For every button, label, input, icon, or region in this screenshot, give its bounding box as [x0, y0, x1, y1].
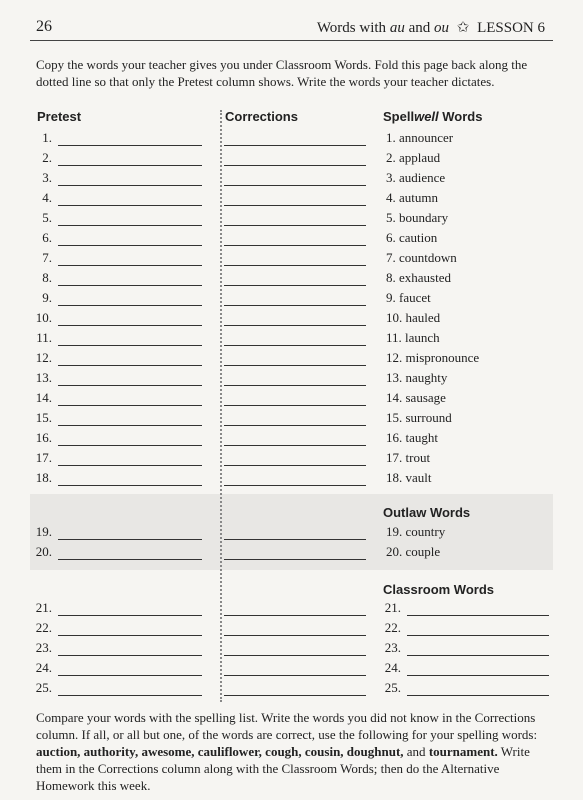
corrections-row	[224, 306, 366, 326]
title-and: and	[404, 20, 434, 36]
corrections-answer-line[interactable]	[224, 374, 366, 386]
pretest-answer-line[interactable]	[58, 434, 202, 446]
corrections-answer-line[interactable]	[224, 274, 366, 286]
pretest-column	[32, 126, 204, 486]
corrections-row	[224, 206, 366, 226]
corrections-row	[224, 286, 366, 306]
classroom-pretest-number: 23.	[35, 640, 52, 655]
pretest-number: 3.	[42, 170, 52, 185]
classroom-pretest-answer-line[interactable]	[58, 624, 202, 636]
classroom-pretest-row	[32, 636, 204, 656]
pretest-number: 15.	[35, 410, 52, 425]
classroom-pretest-answer-line[interactable]	[58, 644, 202, 656]
classroom-pretest-row	[32, 596, 204, 616]
classroom-corrections-answer-line[interactable]	[224, 684, 366, 696]
pretest-row	[32, 326, 204, 346]
classroom-corrections-row	[224, 656, 366, 676]
pretest-number: 8.	[42, 270, 52, 285]
spelling-word-item: 10. hauled	[386, 310, 441, 325]
classroom-word-number: 21.	[384, 600, 401, 615]
pretest-row	[32, 406, 204, 426]
alt-word-last: tournament.	[428, 744, 498, 759]
pretest-number: 1.	[42, 130, 52, 145]
corrections-answer-line[interactable]	[224, 314, 366, 326]
pretest-answer-line[interactable]	[58, 154, 202, 166]
classroom-heading: Classroom Words	[383, 582, 495, 597]
pretest-number: 12.	[35, 350, 52, 365]
header-rule	[30, 40, 553, 41]
spellwell-heading	[383, 109, 482, 124]
outlaw-word-list	[386, 520, 546, 560]
classroom-corrections-row	[224, 676, 366, 696]
classroom-word-row	[381, 596, 549, 616]
corrections-answer-line[interactable]	[224, 454, 366, 466]
pretest-row	[32, 346, 204, 366]
pretest-number: 18.	[35, 470, 52, 485]
outlaw-pretest-row	[32, 520, 204, 540]
classroom-pretest-rows	[32, 596, 204, 696]
spellwell-prefix: Spell	[383, 109, 415, 124]
pretest-row	[32, 166, 204, 186]
corrections-row	[224, 246, 366, 266]
outlaw-pretest-rows	[32, 520, 204, 560]
classroom-word-row	[381, 656, 549, 676]
pretest-answer-line[interactable]	[58, 234, 202, 246]
pretest-row	[32, 306, 204, 326]
pretest-answer-line[interactable]	[58, 454, 202, 466]
classroom-pretest-number: 22.	[35, 620, 52, 635]
classroom-corrections-row	[224, 596, 366, 616]
spelling-word-item: 13. naughty	[386, 370, 448, 385]
pretest-answer-line[interactable]	[58, 274, 202, 286]
pretest-number: 11.	[36, 330, 52, 345]
corrections-answer-line[interactable]	[224, 434, 366, 446]
pretest-number: 10.	[35, 310, 52, 325]
outlaw-heading: Outlaw Words	[383, 505, 471, 520]
pretest-answer-line[interactable]	[58, 134, 202, 146]
corrections-row	[224, 166, 366, 186]
page-header-title	[317, 18, 545, 37]
spelling-word-item: 17. trout	[386, 450, 431, 465]
pretest-answer-line[interactable]	[58, 214, 202, 226]
corrections-row	[224, 426, 366, 446]
pretest-number: 5.	[42, 210, 52, 225]
spelling-word-item: 7. countdown	[386, 250, 457, 265]
classroom-word-answer-line[interactable]	[407, 604, 549, 616]
outlaw-word-item: 20. couple	[386, 544, 441, 559]
instructions: Copy the words your teacher gives you under Classroom Words. Fold this page back along the dotted line so that only the Pretest column shows. Write the words your teacher dictates.	[36, 57, 528, 89]
pretest-answer-line[interactable]	[58, 394, 202, 406]
corrections-row	[224, 366, 366, 386]
pretest-answer-line[interactable]	[58, 354, 202, 366]
corrections-row	[224, 406, 366, 426]
page-number: 26	[36, 18, 52, 35]
pretest-answer-line[interactable]	[58, 174, 202, 186]
spelling-word-item: 11. launch	[386, 330, 440, 345]
pretest-number: 7.	[42, 250, 52, 265]
pretest-row	[32, 286, 204, 306]
corrections-row	[224, 466, 366, 486]
pretest-row	[32, 426, 204, 446]
classroom-pretest-row	[32, 616, 204, 636]
classroom-pretest-row	[32, 676, 204, 696]
pretest-row	[32, 266, 204, 286]
title-au: au	[389, 20, 405, 36]
corrections-answer-line[interactable]	[224, 474, 366, 486]
classroom-word-answer-line[interactable]	[407, 644, 549, 656]
corrections-answer-line[interactable]	[224, 214, 366, 226]
classroom-word-answer-line[interactable]	[407, 624, 549, 636]
spelling-word-item: 3. audience	[386, 170, 446, 185]
pretest-row	[32, 246, 204, 266]
classroom-pretest-number: 21.	[35, 600, 52, 615]
pretest-row	[32, 146, 204, 166]
corrections-column	[224, 126, 366, 486]
outlaw-corrections-row	[224, 520, 366, 540]
corrections-answer-line[interactable]	[224, 134, 366, 146]
classroom-corrections-answer-line[interactable]	[224, 624, 366, 636]
classroom-word-number: 25.	[384, 680, 401, 695]
classroom-pretest-answer-line[interactable]	[58, 684, 202, 696]
outlaw-corrections-row	[224, 540, 366, 560]
corrections-row	[224, 146, 366, 166]
lesson-label: LESSON 6	[477, 20, 545, 36]
corrections-row	[224, 386, 366, 406]
pretest-answer-line[interactable]	[58, 254, 202, 266]
outlaw-pretest-answer-line[interactable]	[58, 528, 202, 540]
pretest-answer-line[interactable]	[58, 194, 202, 206]
pretest-answer-line[interactable]	[58, 334, 202, 346]
pretest-row	[32, 466, 204, 486]
pretest-number: 17.	[35, 450, 52, 465]
spelling-word-item: 15. surround	[386, 410, 452, 425]
spelling-word-item: 9. faucet	[386, 290, 431, 305]
classroom-word-answer-line[interactable]	[407, 684, 549, 696]
pretest-number: 4.	[42, 190, 52, 205]
title-text: Words with	[316, 20, 390, 36]
pretest-answer-line[interactable]	[58, 474, 202, 486]
corrections-heading: Corrections	[225, 109, 298, 124]
spelling-word-item: 4. autumn	[386, 190, 438, 205]
outlaw-pretest-number: 20.	[35, 544, 52, 559]
classroom-word-rows	[381, 596, 549, 696]
pretest-row	[32, 366, 204, 386]
classroom-word-number: 23.	[384, 640, 401, 655]
classroom-word-number: 22.	[384, 620, 401, 635]
footer-text-2: and	[403, 744, 429, 759]
classroom-word-answer-line[interactable]	[407, 664, 549, 676]
classroom-corrections-answer-line[interactable]	[224, 644, 366, 656]
classroom-word-number: 24.	[384, 660, 401, 675]
classroom-pretest-number: 25.	[35, 680, 52, 695]
corrections-row	[224, 346, 366, 366]
corrections-answer-line[interactable]	[224, 194, 366, 206]
classroom-corrections-rows	[224, 596, 366, 696]
outlaw-pretest-number: 19.	[35, 524, 52, 539]
pretest-heading: Pretest	[37, 109, 82, 124]
corrections-row	[224, 446, 366, 466]
corrections-answer-line[interactable]	[224, 154, 366, 166]
classroom-word-row	[381, 616, 549, 636]
classroom-word-row	[381, 676, 549, 696]
outlaw-pretest-answer-line[interactable]	[58, 548, 202, 560]
classroom-pretest-number: 24.	[35, 660, 52, 675]
pretest-answer-line[interactable]	[58, 314, 202, 326]
spelling-word-item: 8. exhausted	[386, 270, 451, 285]
classroom-word-row	[381, 636, 549, 656]
spelling-word-item: 18. vault	[386, 470, 432, 485]
pretest-answer-line[interactable]	[58, 294, 202, 306]
corrections-answer-line[interactable]	[224, 234, 366, 246]
outlaw-word-item: 19. country	[386, 524, 446, 539]
spelling-word-item: 14. sausage	[386, 390, 446, 405]
classroom-pretest-answer-line[interactable]	[58, 604, 202, 616]
pretest-answer-line[interactable]	[58, 414, 202, 426]
pretest-row	[32, 446, 204, 466]
corrections-answer-line[interactable]	[224, 254, 366, 266]
classroom-corrections-row	[224, 616, 366, 636]
corrections-row	[224, 266, 366, 286]
classroom-corrections-answer-line[interactable]	[224, 604, 366, 616]
spelling-word-item: 16. taught	[386, 430, 438, 445]
pretest-number: 9.	[42, 290, 52, 305]
classroom-corrections-answer-line[interactable]	[224, 664, 366, 676]
star-icon: ✩	[456, 20, 470, 36]
pretest-number: 2.	[42, 150, 52, 165]
footer-text-1: Compare your words with the spelling list. Write the words you did not know in the Corrections column. If all, or all but one, of the words are correct, use the following for your spelling words:	[36, 710, 538, 742]
corrections-answer-line[interactable]	[224, 174, 366, 186]
footer-instructions	[36, 709, 553, 794]
corrections-answer-line[interactable]	[224, 294, 366, 306]
outlaw-pretest-row	[32, 540, 204, 560]
corrections-row	[224, 326, 366, 346]
spellwell-well: well	[414, 109, 439, 124]
pretest-number: 6.	[42, 230, 52, 245]
outlaw-corrections-answer-line[interactable]	[224, 528, 366, 540]
pretest-number: 16.	[35, 430, 52, 445]
pretest-row	[32, 226, 204, 246]
spelling-word-item: 5. boundary	[386, 210, 449, 225]
pretest-row	[32, 186, 204, 206]
corrections-answer-line[interactable]	[224, 354, 366, 366]
pretest-answer-line[interactable]	[58, 374, 202, 386]
classroom-pretest-answer-line[interactable]	[58, 664, 202, 676]
pretest-row	[32, 126, 204, 146]
spellwell-word-list	[386, 126, 546, 486]
spellwell-suffix: Words	[438, 109, 483, 124]
pretest-number: 14.	[35, 390, 52, 405]
fold-line	[220, 110, 222, 702]
pretest-number: 13.	[35, 370, 52, 385]
spelling-word-item: 6. caution	[386, 230, 438, 245]
outlaw-corrections-rows	[224, 520, 366, 560]
classroom-pretest-row	[32, 656, 204, 676]
corrections-row	[224, 186, 366, 206]
title-ou: ou	[433, 20, 449, 36]
spelling-word-item: 2. applaud	[386, 150, 441, 165]
classroom-corrections-row	[224, 636, 366, 656]
spelling-word-item: 12. mispronounce	[386, 350, 480, 365]
corrections-answer-line[interactable]	[224, 334, 366, 346]
corrections-answer-line[interactable]	[224, 414, 366, 426]
outlaw-corrections-answer-line[interactable]	[224, 548, 366, 560]
corrections-row	[224, 226, 366, 246]
pretest-row	[32, 386, 204, 406]
pretest-row	[32, 206, 204, 226]
spelling-word-item: 1. announcer	[386, 130, 454, 145]
corrections-answer-line[interactable]	[224, 394, 366, 406]
alt-words-bold: auction, authority, awesome, cauliflower, cough, cousin, doughnut,	[36, 744, 404, 759]
footer-text-3: Write them in the Corrections column along with the Classroom Words; then do the Alternative Homework this week.	[36, 744, 530, 793]
corrections-row	[224, 126, 366, 146]
